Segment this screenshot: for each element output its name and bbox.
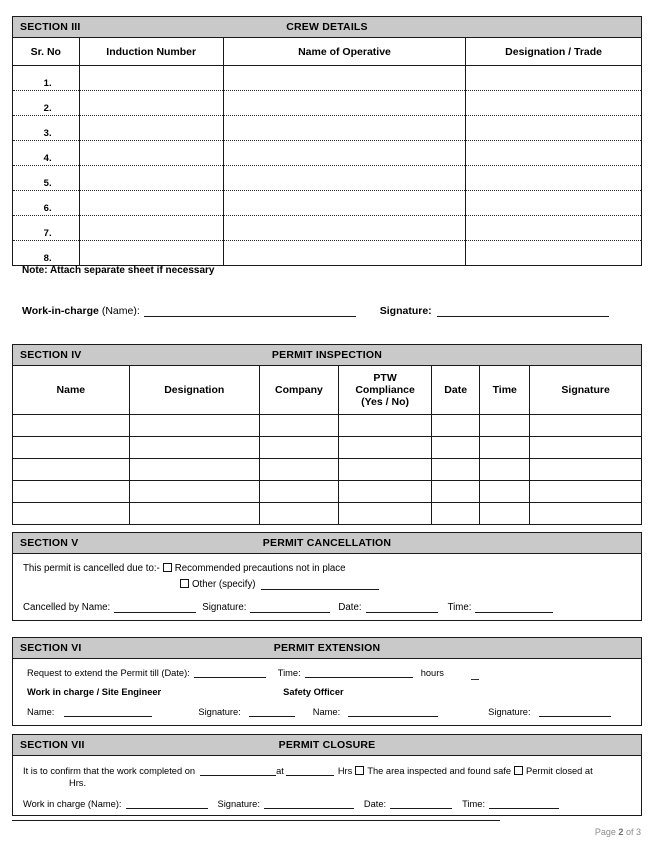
extension-request-row [13, 667, 641, 678]
crew-cell-induction-number[interactable] [79, 241, 223, 266]
table-row[interactable] [13, 241, 641, 266]
crew-cell-designation-trade[interactable] [466, 166, 641, 191]
section-vii-body [13, 756, 641, 815]
extension-wic-heading: Work in charge / Site Engineer [27, 687, 162, 697]
table-row[interactable] [13, 503, 641, 525]
cancelled-by-label: Cancelled by Name: [23, 602, 111, 613]
insp-cell-signature[interactable] [530, 481, 641, 503]
insp-col-time: Time [480, 366, 530, 415]
closure-date-value-field[interactable] [390, 798, 452, 809]
closure-time-field[interactable] [489, 798, 559, 809]
crew-details-table [13, 38, 641, 265]
section-v-permit-cancellation [12, 532, 642, 621]
insp-cell-name[interactable] [13, 481, 129, 503]
cancellation-signature-label: Signature: [202, 602, 247, 613]
crew-row-sr: 8. [13, 241, 79, 266]
insp-cell-signature[interactable] [530, 415, 641, 437]
crew-cell-induction-number[interactable] [79, 116, 223, 141]
section-iii-title: CREW DETAILS [286, 21, 368, 33]
insp-cell-company[interactable] [259, 459, 338, 481]
work-in-charge-name-sublabel: (Name): [101, 305, 140, 317]
crew-col-designation-trade: Designation / Trade [466, 38, 641, 66]
insp-cell-name[interactable] [13, 503, 129, 525]
insp-cell-ptw-compliance[interactable] [339, 437, 432, 459]
section-vi-permit-extension [12, 637, 642, 726]
crew-cell-name-of-operative[interactable] [223, 91, 465, 116]
insp-cell-date[interactable] [432, 415, 480, 437]
crew-cell-name-of-operative[interactable] [223, 191, 465, 216]
insp-cell-signature[interactable] [530, 503, 641, 525]
extension-so-name-label: Name: [312, 707, 341, 717]
work-in-charge-label: Work-in-charge [22, 305, 99, 317]
insp-cell-designation[interactable] [129, 415, 259, 437]
insp-cell-time[interactable] [480, 415, 530, 437]
crew-cell-name-of-operative[interactable] [223, 116, 465, 141]
work-in-charge-name-field[interactable] [144, 306, 356, 317]
section-v-body [13, 554, 641, 620]
insp-cell-designation[interactable] [129, 459, 259, 481]
extension-wic-name-field[interactable] [64, 706, 152, 717]
insp-cell-date[interactable] [432, 459, 480, 481]
closure-hrs-row [13, 778, 641, 788]
insp-cell-signature[interactable] [530, 459, 641, 481]
extension-signoff-fields [13, 706, 641, 717]
insp-cell-company[interactable] [259, 481, 338, 503]
insp-cell-ptw-compliance[interactable] [339, 415, 432, 437]
area-inspected-label: The area inspected and found safe [367, 766, 512, 776]
extension-wic-signature-label: Signature: [198, 707, 241, 717]
extension-time-field[interactable] [305, 667, 413, 678]
extension-signoff-headings [13, 687, 641, 697]
insp-cell-time[interactable] [480, 459, 530, 481]
table-row[interactable] [13, 481, 641, 503]
extension-request-label: Request to extend the Permit till (Date): [27, 668, 190, 678]
table-row[interactable] [13, 415, 641, 437]
insp-cell-company[interactable] [259, 503, 338, 525]
extension-so-name-field[interactable] [348, 706, 438, 717]
crew-cell-designation-trade[interactable] [466, 66, 641, 91]
closure-date-label: Date: [363, 799, 387, 809]
insp-col-designation: Designation [129, 366, 259, 415]
cancelled-by-field[interactable] [114, 602, 196, 613]
closure-wic-label: Work in charge (Name): [23, 799, 122, 809]
crew-cell-name-of-operative[interactable] [223, 241, 465, 266]
closure-at-label: at [276, 766, 284, 776]
other-specify-label: Other (specify) [192, 579, 256, 590]
crew-cell-designation-trade[interactable] [466, 241, 641, 266]
extension-safety-officer-heading: Safety Officer [283, 687, 344, 697]
extension-time-label: Time: [277, 668, 301, 678]
crew-row-sr: 2. [13, 91, 79, 116]
crew-col-induction-number: Induction Number [79, 38, 223, 66]
ptw-line-1: PTW [373, 372, 397, 384]
closure-signoff-row [13, 798, 641, 809]
footer-of: of [625, 827, 634, 837]
crew-row-sr: 7. [13, 216, 79, 241]
insp-cell-company[interactable] [259, 415, 338, 437]
section-vi-body [13, 659, 641, 725]
section-v-header-bar [13, 533, 641, 554]
closure-signature-field[interactable] [264, 798, 354, 809]
extension-date-field[interactable] [194, 667, 266, 678]
section-vi-title: PERMIT EXTENSION [273, 642, 381, 654]
work-in-charge-signature-field[interactable] [437, 306, 609, 317]
insp-cell-time[interactable] [480, 437, 530, 459]
insp-col-signature: Signature [530, 366, 641, 415]
crew-cell-induction-number[interactable] [79, 216, 223, 241]
crew-cell-name-of-operative[interactable] [223, 216, 465, 241]
table-row[interactable] [13, 116, 641, 141]
section-iii-header-bar [13, 17, 641, 38]
spellcheck-squiggle-icon [228, 778, 298, 782]
crew-row-sr: 5. [13, 166, 79, 191]
footer-divider [12, 820, 500, 821]
crew-cell-designation-trade[interactable] [466, 116, 641, 141]
extension-so-signature-field[interactable] [539, 706, 611, 717]
section-iv-id: SECTION IV [20, 349, 82, 361]
cancellation-signoff-row [13, 602, 641, 613]
crew-row-sr: 6. [13, 191, 79, 216]
closure-time-label: Time: [462, 799, 486, 809]
closure-confirm-prefix: It is to confirm that the work completed on [23, 766, 196, 776]
section-vi-header-bar [13, 638, 641, 659]
insp-cell-name[interactable] [13, 459, 129, 481]
footer-current-page: 2 [618, 827, 624, 837]
section-v-id: SECTION V [20, 537, 79, 549]
insp-cell-designation[interactable] [129, 437, 259, 459]
section-vii-header-bar [13, 735, 641, 756]
recommended-precautions-checkbox[interactable] [163, 563, 172, 572]
crew-note: Note: Attach separate sheet if necessary [22, 265, 215, 276]
insp-cell-company[interactable] [259, 437, 338, 459]
insp-cell-time[interactable] [480, 503, 530, 525]
section-iii-id: SECTION III [20, 21, 81, 33]
crew-cell-name-of-operative[interactable] [223, 166, 465, 191]
crew-cell-induction-number[interactable] [79, 191, 223, 216]
crew-cell-name-of-operative[interactable] [223, 141, 465, 166]
section-vi-id: SECTION VI [20, 642, 82, 654]
insp-col-date: Date [432, 366, 480, 415]
table-row[interactable] [13, 437, 641, 459]
inspection-table-header-row [13, 366, 641, 415]
section-iv-title: PERMIT INSPECTION [271, 349, 383, 361]
permit-closed-label: Permit closed at [526, 766, 593, 776]
area-inspected-checkbox[interactable] [355, 766, 364, 775]
crew-cell-induction-number[interactable] [79, 166, 223, 191]
table-row[interactable] [13, 91, 641, 116]
insp-cell-date[interactable] [432, 481, 480, 503]
stray-dash-mark [471, 679, 479, 680]
other-specify-checkbox[interactable] [180, 579, 189, 588]
crew-cell-designation-trade[interactable] [466, 216, 641, 241]
section-vii-id: SECTION VII [20, 739, 85, 751]
insp-cell-designation[interactable] [129, 503, 259, 525]
extension-wic-signature-field[interactable] [249, 706, 295, 717]
recommended-precautions-label: Recommended precautions not in place [174, 563, 346, 574]
section-iv-permit-inspection [12, 344, 642, 525]
work-in-charge-line [22, 305, 609, 317]
work-in-charge-signature-label: Signature: [379, 305, 432, 317]
insp-cell-ptw-compliance[interactable] [339, 503, 432, 525]
cancellation-date-field[interactable] [366, 602, 438, 613]
section-iv-header-bar [13, 345, 641, 366]
extension-hours-label: hours [420, 668, 444, 678]
crew-row-sr: 3. [13, 116, 79, 141]
crew-col-sr-no: Sr. No [13, 38, 79, 66]
table-row[interactable] [13, 191, 641, 216]
insp-col-company: Company [259, 366, 338, 415]
closure-signature-label: Signature: [217, 799, 260, 809]
table-row[interactable] [13, 66, 641, 91]
section-iii-crew-details [12, 16, 642, 266]
insp-cell-name[interactable] [13, 415, 129, 437]
insp-col-ptw-compliance [339, 366, 432, 415]
crew-col-name-of-operative: Name of Operative [223, 38, 465, 66]
insp-cell-designation[interactable] [129, 481, 259, 503]
section-v-title: PERMIT CANCELLATION [262, 537, 392, 549]
crew-cell-induction-number[interactable] [79, 66, 223, 91]
footer-total-pages: 3 [635, 827, 641, 837]
crew-cell-name-of-operative[interactable] [223, 66, 465, 91]
crew-cell-designation-trade[interactable] [466, 91, 641, 116]
closure-hrs-label: Hrs [337, 766, 353, 776]
crew-row-sr: 1. [13, 66, 79, 91]
other-specify-field[interactable] [261, 579, 379, 590]
crew-cell-designation-trade[interactable] [466, 141, 641, 166]
table-row[interactable] [13, 216, 641, 241]
insp-cell-ptw-compliance[interactable] [339, 481, 432, 503]
cancellation-date-label: Date: [338, 602, 362, 613]
permit-closed-checkbox[interactable] [514, 766, 523, 775]
insp-cell-time[interactable] [480, 481, 530, 503]
ptw-line-3: (Yes / No) [361, 396, 409, 408]
closure-at-time-field[interactable] [286, 765, 334, 776]
cancellation-reason-row-1 [13, 563, 641, 574]
section-vii-title: PERMIT CLOSURE [278, 739, 376, 751]
cancellation-signature-field[interactable] [250, 602, 330, 613]
page-footer [595, 827, 641, 837]
closure-wic-field[interactable] [126, 798, 208, 809]
cancellation-time-field[interactable] [475, 602, 553, 613]
crew-table-header-row [13, 38, 641, 66]
table-row[interactable] [13, 141, 641, 166]
crew-cell-induction-number[interactable] [79, 91, 223, 116]
crew-row-sr: 4. [13, 141, 79, 166]
insp-cell-date[interactable] [432, 503, 480, 525]
insp-cell-signature[interactable] [530, 437, 641, 459]
extension-so-signature-label: Signature: [488, 707, 531, 717]
insp-cell-date[interactable] [432, 437, 480, 459]
closure-date-field[interactable] [200, 765, 276, 776]
insp-cell-ptw-compliance[interactable] [339, 459, 432, 481]
extension-wic-name-label: Name: [27, 707, 55, 717]
closure-confirm-row [13, 765, 641, 776]
section-vii-permit-closure [12, 734, 642, 816]
ptw-line-2: Compliance [355, 384, 415, 396]
cancellation-intro-text: This permit is cancelled due to:- [23, 563, 160, 574]
crew-cell-induction-number[interactable] [79, 141, 223, 166]
cancellation-time-label: Time: [447, 602, 472, 613]
footer-page-prefix: Page [594, 827, 616, 837]
table-row[interactable] [13, 166, 641, 191]
crew-cell-designation-trade[interactable] [466, 191, 641, 216]
insp-col-name: Name [13, 366, 129, 415]
closure-closed-hrs-label: Hrs. [69, 778, 87, 788]
insp-cell-name[interactable] [13, 437, 129, 459]
permit-inspection-table [13, 366, 641, 524]
table-row[interactable] [13, 459, 641, 481]
cancellation-reason-row-2 [13, 579, 641, 590]
